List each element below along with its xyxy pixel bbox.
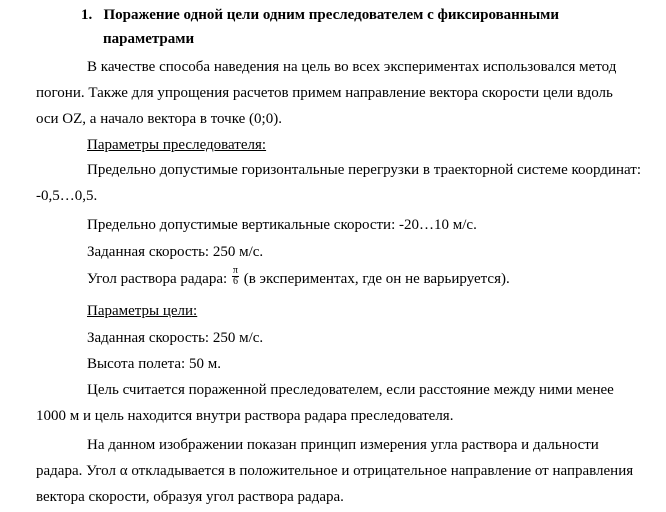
pursuer-overload-line1: Предельно допустимые горизонтальные перегрузки в траекторной системе координат:	[87, 162, 641, 178]
radar-angle-label: Угол раствора радара:	[87, 271, 228, 287]
section-heading	[81, 6, 559, 24]
intro-line1: В качестве способа наведения на цель во всех экспериментах использовался метод	[87, 59, 617, 75]
intro-line2: погони. Также для упрощения расчетов примем направление вектора скорости цели вдоль	[36, 85, 613, 101]
target-params-title: Параметры цели:	[87, 303, 198, 319]
pursuer-radar-angle	[87, 265, 510, 288]
intro-line3: оси OZ, а начало вектора в точке (0;0).	[36, 111, 282, 127]
image-desc-line1: На данном изображении показан принцип измерения угла раствора и дальности	[87, 437, 599, 453]
radar-angle-fraction	[232, 266, 239, 287]
pursuer-params-title: Параметры преследователя:	[87, 137, 267, 153]
pursuer-overload-line2: -0,5…0,5.	[36, 188, 98, 204]
radar-angle-note: (в экспериментах, где он не варьируется).	[243, 271, 510, 287]
fraction-numerator: π	[232, 265, 238, 277]
hit-condition-line1: Цель считается пораженной преследователем, если расстояние между ними менее	[87, 382, 614, 398]
pursuer-vertical-speed: Предельно допустимые вертикальные скорости: -20…10 м/с.	[87, 217, 477, 233]
hit-condition-line2: 1000 м и цель находится внутри раствора радара преследователя.	[36, 408, 454, 424]
section-number: 1.	[81, 7, 93, 23]
pursuer-speed: Заданная скорость: 250 м/с.	[87, 244, 264, 260]
target-altitude: Высота полета: 50 м.	[87, 356, 221, 372]
target-speed: Заданная скорость: 250 м/с.	[87, 330, 264, 346]
section-title-line1: Поражение одной цели одним преследователем с фиксированными	[103, 7, 560, 23]
image-desc-line2: радара. Угол α откладывается в положительное и отрицательное направление от направления	[36, 463, 634, 479]
image-desc-line3: вектора скорости, образуя угол раствора радара.	[36, 489, 344, 505]
section-title-line2: параметрами	[103, 31, 195, 47]
fraction-denominator: 6	[232, 276, 238, 288]
